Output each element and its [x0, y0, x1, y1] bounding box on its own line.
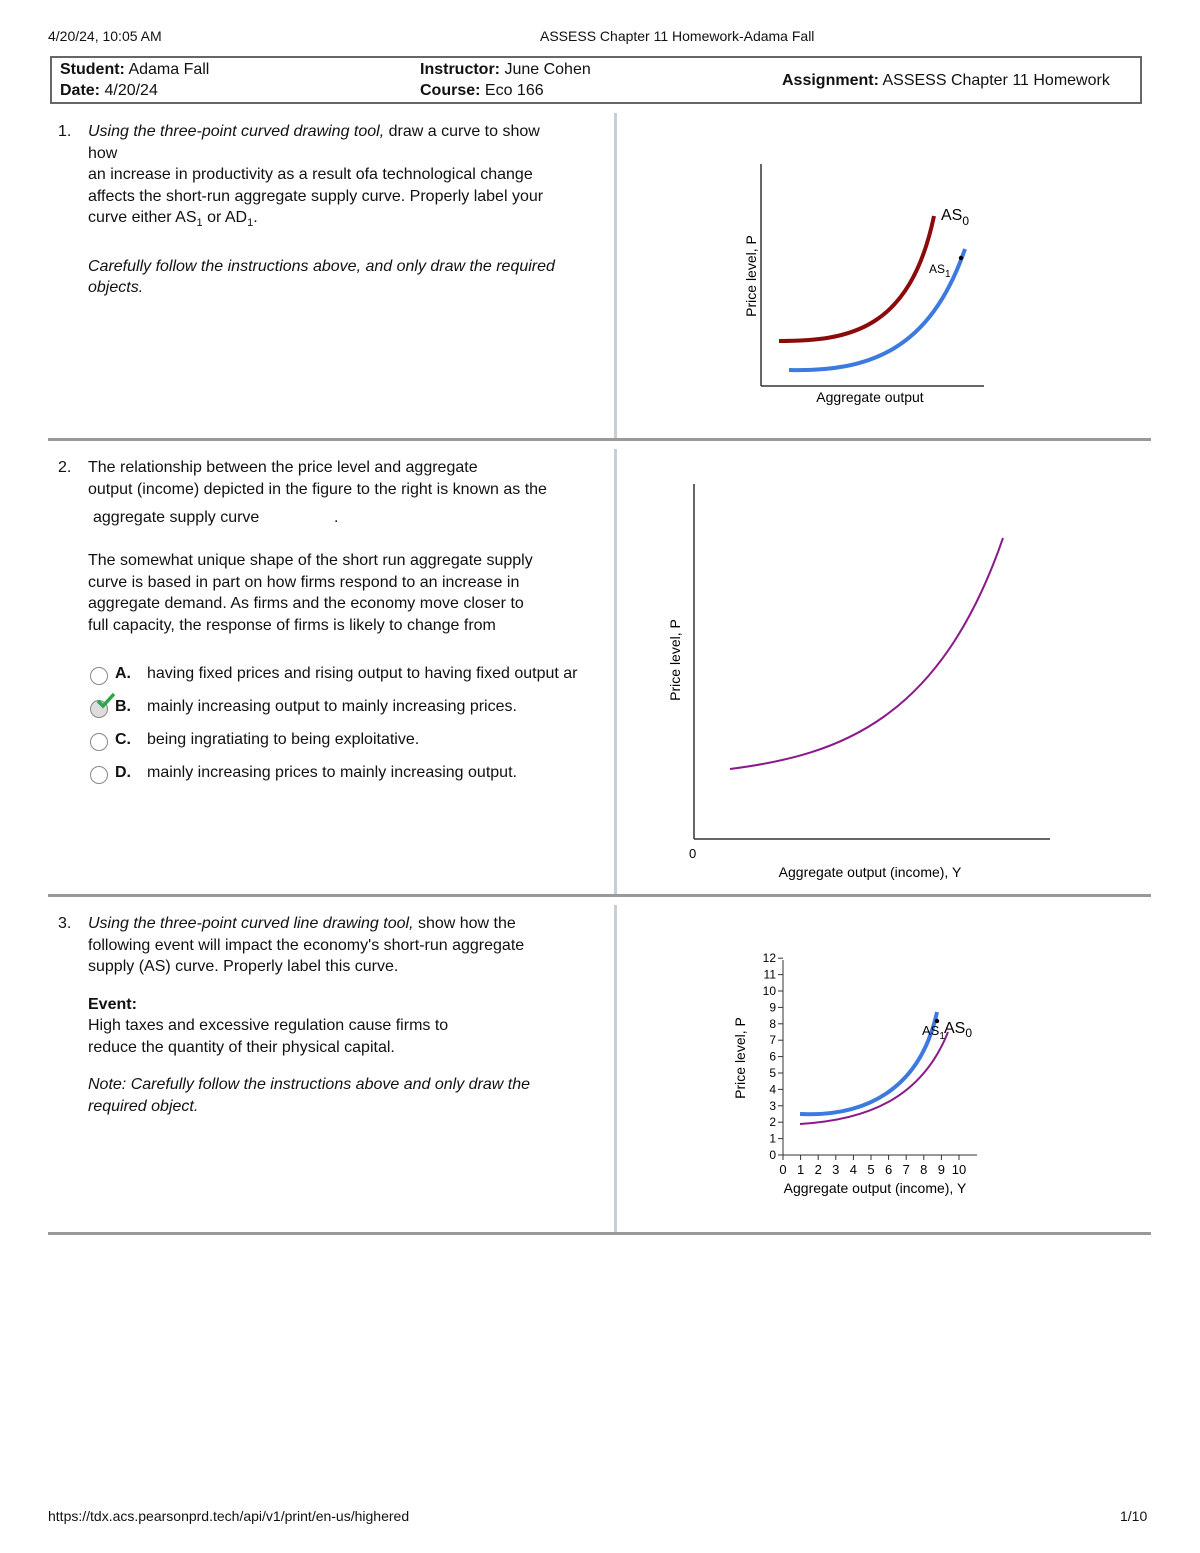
x-tick-label: 9 [937, 1162, 946, 1177]
x-tick-label: 3 [832, 1162, 840, 1177]
origin-label: 0 [689, 846, 697, 861]
y-tick-label: 7 [769, 1033, 776, 1048]
q1-as-chart[interactable] [730, 150, 1010, 412]
question-1-text: Using the three-point curved drawing tool, draw a curve to show how an increase in productivity as a result ofa technological change affects the short-run aggregate supply curve. Properly label your curve either $AS_1$ or $AD_1$. Carefully follow the instructions above, and only draw the required objects. [88, 123, 555, 297]
assignment-field: Assignment: ASSESS Chapter 11 Homework [782, 72, 1110, 89]
question-divider [48, 894, 1151, 897]
y-tick-label: 3 [769, 1098, 776, 1113]
y-tick-label: 10 [762, 984, 776, 998]
question-number: 2. [58, 459, 72, 476]
column-separator [614, 449, 617, 894]
y-tick-label: 4 [769, 1082, 776, 1097]
question-number: 1. [58, 123, 72, 140]
radio-d[interactable] [90, 766, 108, 784]
y-tick-label: 2 [769, 1115, 776, 1130]
question-divider [48, 1232, 1151, 1235]
column-separator [614, 905, 617, 1233]
footer-url: https://tdx.acs.pearsonprd.tech/api/v1/print/en-us/highered [48, 1508, 410, 1524]
y-axis-label: Price level, P [743, 235, 759, 317]
question-number: 3. [58, 915, 72, 932]
x-tick-label: 7 [902, 1162, 910, 1177]
as1-label: $AS_1$ [929, 262, 951, 280]
footer-page: 1/10 [1120, 1508, 1148, 1524]
print-title: ASSESS Chapter 11 Homework-Adama Fall [540, 28, 815, 44]
axes-group [783, 960, 977, 1155]
curve-handle[interactable] [959, 256, 963, 260]
course-field: Course: Eco 166 [420, 82, 544, 99]
question-3-text: Using the three-point curved line drawing tool, show how the following event will impact the economy's short-run aggregate supply (AS) curve. Properly label this curve. Event: High taxes and excessive regulation cause firms to reduce the quantity of their physical capital. Note: Carefully follow the instructions above and only draw the required object. [88, 915, 531, 1115]
date-field: Date: 4/20/24 [60, 82, 158, 99]
y-axis-label: Price level, P [732, 1017, 748, 1099]
y-tick-label: 12 [762, 951, 776, 966]
as0-label: $AS_0$ [941, 207, 970, 228]
check-icon [96, 692, 116, 710]
x-axis-label: Aggregate output (income), Y [783, 1180, 967, 1196]
x-tick-label: 1 [796, 1162, 805, 1177]
x-axis-label: Aggregate output [816, 389, 924, 405]
print-datetime: 4/20/24, 10:05 AM [48, 28, 162, 44]
question-divider [48, 438, 1151, 441]
column-separator [614, 113, 617, 438]
x-tick-label: 2 [814, 1162, 822, 1177]
y-tick-label: 6 [769, 1049, 776, 1064]
question-2-paragraph: The somewhat unique shape of the short run aggregate supply curve is based in part on how firms respond to an increase in aggregate demand. As firms and the economy move closer to full capacity, the response of firms is likely to change from [88, 552, 533, 634]
radio-c[interactable] [90, 733, 108, 751]
assignment-info-box [50, 56, 1142, 104]
y-axis-label: Price level, P [667, 619, 683, 701]
y-tick-label: 9 [769, 1000, 776, 1015]
question-2-text: The relationship between the price level and aggregate output (income) depicted in the figure to the right is known as the [88, 459, 547, 498]
x-tick-label: 0 [779, 1162, 787, 1177]
as1-curve[interactable] [800, 1012, 937, 1114]
answer-period: . [334, 509, 339, 526]
answer-dropdown[interactable]: aggregate supply curve [93, 509, 260, 526]
as-curve [730, 538, 1003, 769]
y-tick-label: 5 [769, 1066, 776, 1080]
radio-a[interactable] [90, 667, 108, 685]
q3-as-chart[interactable] [725, 950, 1000, 1202]
x-tick-label: 8 [920, 1162, 928, 1177]
y-tick-label: 8 [769, 1016, 776, 1031]
instructor-field: Instructor: June Cohen [420, 61, 591, 78]
student-field: Student: Adama Fall [60, 61, 210, 78]
as0-label: $AS_0$ [944, 1020, 973, 1040]
q2-as-chart [660, 480, 1060, 885]
x-tick-label: 5 [867, 1162, 875, 1177]
radio-b[interactable] [90, 700, 108, 718]
y-tick-label: 11 [763, 967, 776, 982]
x-tick-label: 4 [849, 1162, 858, 1177]
y-tick-label: 1 [769, 1131, 776, 1146]
x-axis-label: Aggregate output (income), Y [778, 864, 962, 880]
x-tick-label: 6 [884, 1162, 893, 1177]
as0-curve[interactable] [779, 216, 934, 341]
options-clip: A. having fixed prices and rising output to having fixed output ar B. mainly increasing output to mainly increasing prices. C. being ingratiating to being exploitative. D. mainly increasing prices to mainly increasing output. [0, 0, 607, 800]
x-tick-label: 10 [951, 1162, 967, 1177]
tick-labels [763, 951, 967, 1177]
as1-label: $AS_1$ [922, 1023, 945, 1042]
y-tick-label: 0 [769, 1148, 776, 1162]
